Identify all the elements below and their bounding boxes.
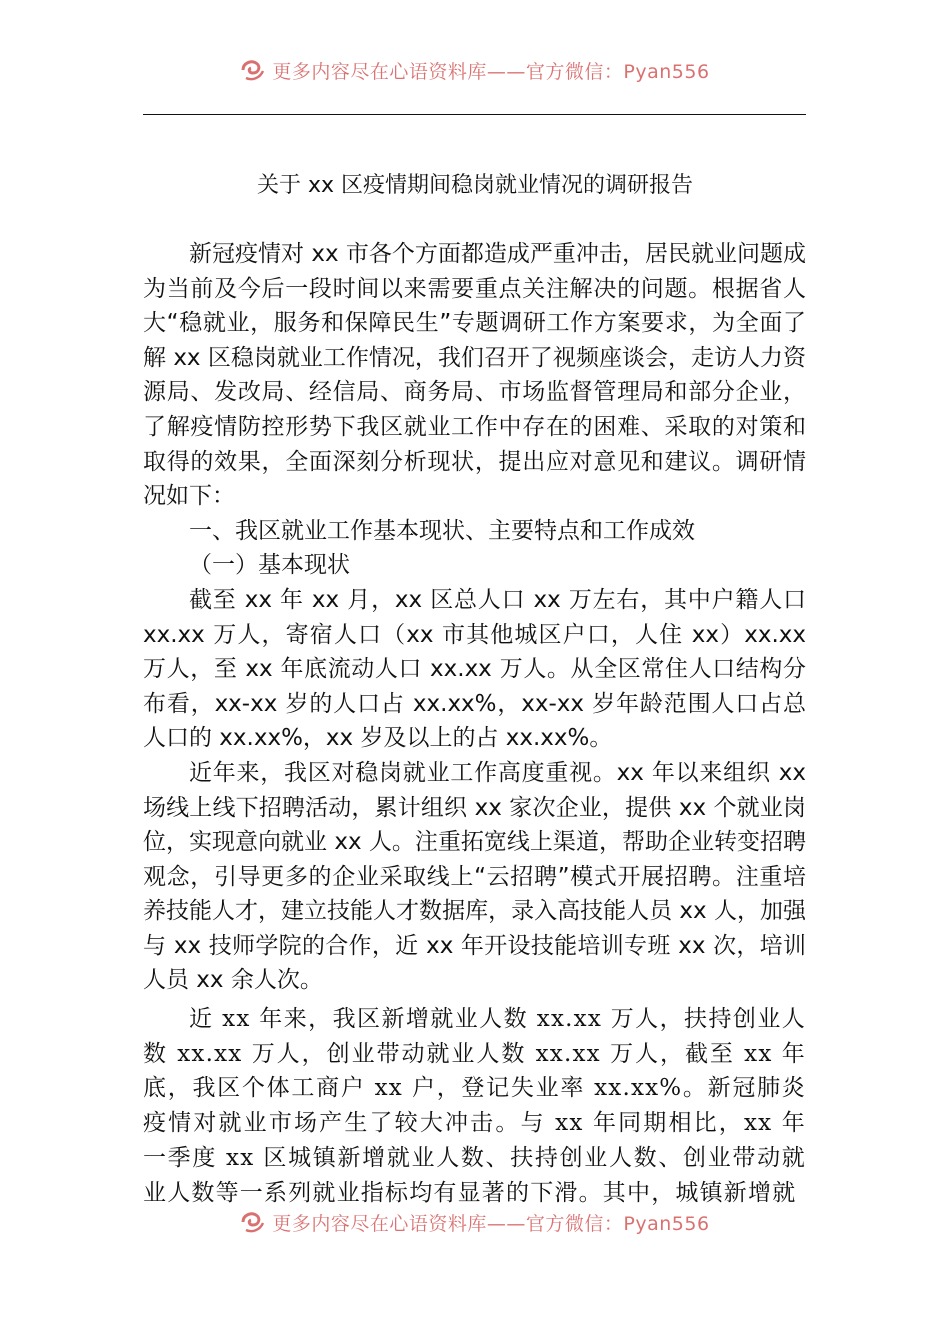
swirl-logo-icon <box>240 58 266 82</box>
header-rule <box>143 114 806 115</box>
header-watermark-text: 更多内容尽在心语资料库——官方微信：Pyan556 <box>272 60 710 83</box>
footer-watermark <box>0 1205 950 1239</box>
paragraph-intro: 新冠疫情对 xx 市各个方面都造成严重冲击，居民就业问题成为当前及今后一段时间以来需要重点关注解决的问题。根据省人大“稳就业，服务和保障民生”专题调研工作方案要求，为全面了解 xx 区稳岗就业工作情况，我们召开了视频座谈会，走访人力资源局、发改局、经信局、商务局、市场监督管理局和部分企业，了解疫情防控形势下我区就业工作中存在的困难、采取的对策和取得的效果，全面深刻分析现状，提出应对意见和建议。调研情况如下： <box>143 241 806 510</box>
footer-watermark-text: 更多内容尽在心语资料库——官方微信：Pyan556 <box>272 1212 710 1235</box>
header-watermark <box>0 53 950 87</box>
subsection-heading: （一）基本现状 <box>189 552 350 579</box>
paragraph-measures: 近年来，我区对稳岗就业工作高度重视。xx 年以来组织 xx 场线上线下招聘活动，累计组织 xx 家次企业，提供 xx 个就业岗位，实现意向就业 xx 人。注重拓宽线上渠道，帮助企业转变招聘观念，引导更多的企业采取线上“云招聘”模式开展招聘。注重培养技能人才，建立技能人才数据库，录入高技能人员 xx 人，加强与 xx 技师学院的合作，近 xx 年开设技能培训专班 xx 次，培训人员 xx 余人次。 <box>143 759 806 994</box>
section-heading: 一、我区就业工作基本现状、主要特点和工作成效 <box>189 517 695 544</box>
paragraph-population: 截至 xx 年 xx 月，xx 区总人口 xx 万左右，其中户籍人口 xx.xx 万人，寄宿人口（xx 市其他城区户口，人住 xx）xx.xx 万人，至 xx 年底流动人口 xx.xx 万人。从全区常住人口结构分布看，xx-xx 岁的人口占 xx.xx%，xx-xx 岁年龄范围人口占总人口的 xx.xx%，xx 岁及以上的占 xx.xx%。 <box>143 586 806 752</box>
swirl-logo-icon <box>240 1210 266 1234</box>
document-body <box>143 237 806 1210</box>
document-title: 关于 xx 区疫情期间稳岗就业情况的调研报告 <box>256 173 694 198</box>
paragraph-indicators: 近 xx 年来，我区新增就业人数 xx.xx 万人，扶持创业人数 xx.xx 万人，创业带动就业人数 xx.xx 万人，截至 xx 年底，我区个体工商户 xx 户，登记失业率 xx.xx%。新冠肺炎疫情对就业市场产生了较大冲击。与 xx 年同期相比，xx 年一季度 xx 区城镇新增就业人数、扶持创业人数、创业带动就业人数等一系列就业指标均有显著的下滑。其中，城镇新增就 <box>143 1006 806 1206</box>
